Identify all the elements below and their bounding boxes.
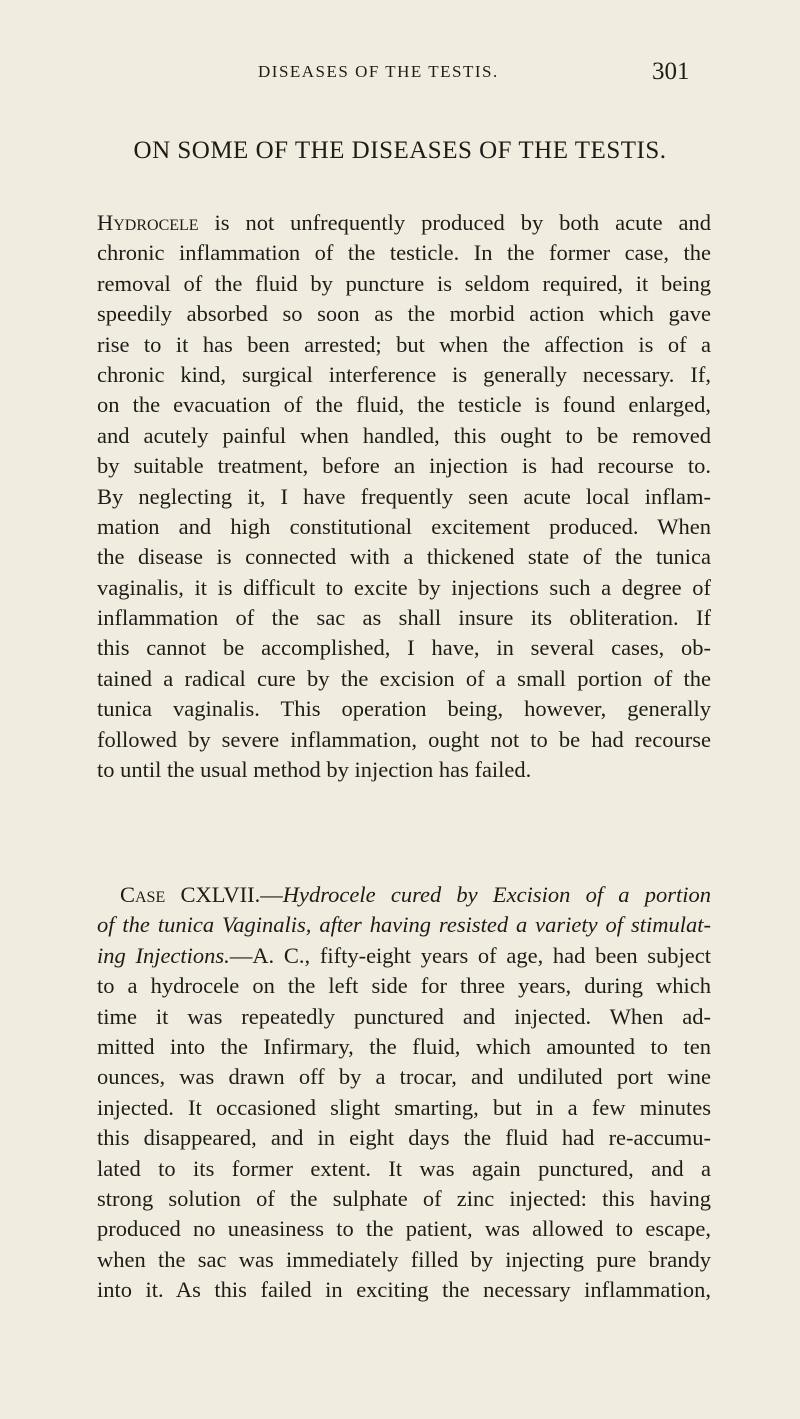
running-head [0, 60, 800, 90]
text-line: into it. As this failed in exciting the necessary inflammation, [97, 1277, 711, 1303]
text-line: and acutely painful when handled, this ought to be removed [97, 422, 711, 448]
text-line: followed by severe inflammation, ought not to be had recourse [97, 726, 711, 752]
text-line: ounces, was drawn off by a trocar, and undiluted port wine [97, 1064, 711, 1090]
text-line: mitted into the Infirmary, the fluid, which amounted to ten [97, 1033, 711, 1059]
text-line: to a hydrocele on the left side for three years, during which [97, 973, 711, 999]
text-line: Hydrocele is not unfrequently produced by both acute and [97, 210, 711, 235]
page-number: 301 [652, 58, 690, 85]
case-number: CXLVII.— [165, 882, 283, 907]
text-line: lated to its former extent. It was again punctured, and a [97, 1155, 711, 1181]
paragraph-hydrocele [97, 208, 711, 785]
text-line: rise to it has been arrested; but when the affection is of a [97, 331, 711, 357]
text-line: chronic kind, surgical interference is generally necessary. If, [97, 361, 711, 387]
text-line: by suitable treatment, before an injection is had recourse to. [97, 453, 711, 479]
text-line: the disease is connected with a thickened state of the tunica [97, 544, 711, 570]
text-line: tained a radical cure by the excision of a small portion of the [97, 665, 711, 691]
lead-word: Hydrocele [97, 210, 199, 235]
text-line: inflammation of the sac as shall insure its obliteration. If [97, 605, 711, 631]
text-line: chronic inflammation of the testicle. In the former case, the [97, 240, 711, 266]
text-line: on the evacuation of the fluid, the testicle is found enlarged, [97, 392, 711, 418]
text-line: speedily absorbed so soon as the morbid action which gave [97, 301, 711, 327]
text-line: produced no uneasiness to the patient, was allowed to escape, [97, 1216, 711, 1242]
text-line: vaginalis, it is difficult to excite by injections such a degree of [97, 574, 711, 600]
section-title: ON SOME OF THE DISEASES OF THE TESTIS. [133, 137, 667, 164]
text-line: time it was repeatedly punctured and injected. When ad- [97, 1003, 711, 1029]
text-line: removal of the fluid by puncture is seldom required, it being [97, 270, 711, 296]
text-line: injected. It occasioned slight smarting, but in a few minutes [97, 1094, 711, 1120]
paragraph-case-cxlvii [97, 880, 711, 1305]
text-line: when the sac was immediately filled by injecting pure brandy [97, 1246, 711, 1272]
text-line: strong solution of the sulphate of zinc injected: this having [97, 1185, 711, 1211]
text-line: ing Injections.—A. C., fifty-eight years of age, had been subject [97, 942, 712, 968]
case-heading-line [97, 880, 711, 910]
text-line: to until the usual method by injection has failed. [97, 757, 532, 783]
case-label: Case [120, 882, 166, 907]
running-title: DISEASES OF THE TESTIS. [258, 62, 499, 81]
text-line: tunica vaginalis. This operation being, however, generally [97, 696, 711, 722]
text-line: this cannot be accomplished, I have, in several cases, ob- [97, 635, 711, 661]
text-line: By neglecting it, I have frequently seen acute local inflam- [97, 483, 711, 509]
text-line: mation and high constitutional excitement produced. When [97, 513, 711, 539]
case-title-line: of the tunica Vaginalis, after having resisted a variety of stimulat- [97, 912, 711, 938]
text-line: this disappeared, and in eight days the fluid had re-accumu- [97, 1125, 711, 1151]
case-title: Hydrocele cured by Excision of a portion [282, 882, 712, 907]
